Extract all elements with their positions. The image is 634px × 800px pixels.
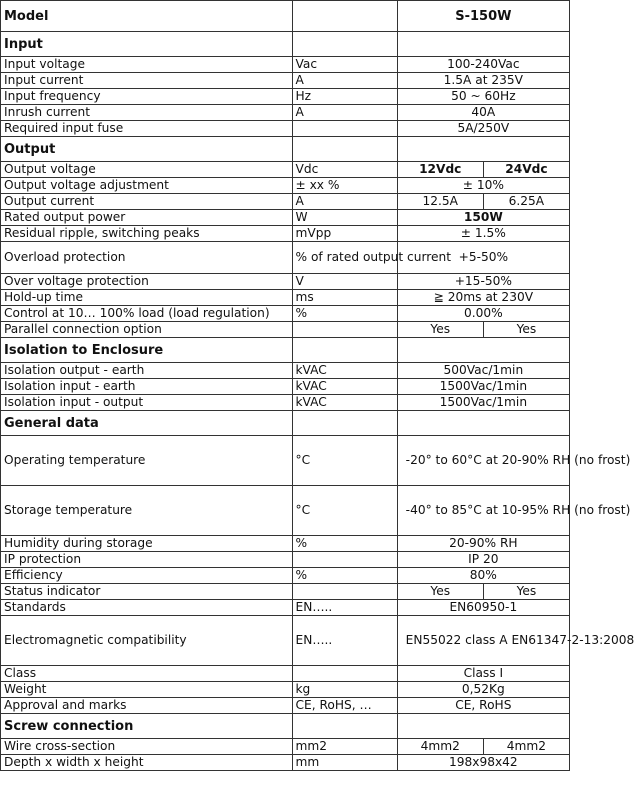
spec-parameter: Class	[1, 666, 293, 682]
spec-parameter: Parallel connection option	[1, 322, 293, 338]
spec-parameter: Status indicator	[1, 584, 293, 600]
spec-value: 20-90% RH	[397, 536, 569, 552]
spec-value: 100-240Vac	[397, 57, 569, 73]
spec-unit: A	[292, 105, 397, 121]
spec-unit: ms	[292, 290, 397, 306]
section-value-cell	[397, 32, 569, 57]
section-unit-cell	[292, 411, 397, 436]
spec-row	[1, 395, 570, 411]
spec-row	[1, 194, 570, 210]
spec-value-24v: 24Vdc	[483, 162, 569, 178]
spec-row	[1, 322, 570, 338]
spec-value: 5A/250V	[397, 121, 569, 137]
spec-row	[1, 755, 570, 771]
spec-unit: %	[292, 568, 397, 584]
section-header-row	[1, 32, 570, 57]
spec-parameter: Rated output power	[1, 210, 293, 226]
spec-value: 150W	[397, 210, 569, 226]
spec-row	[1, 242, 570, 274]
spec-value: +15-50%	[397, 274, 569, 290]
spec-unit	[292, 322, 397, 338]
spec-unit: kVAC	[292, 395, 397, 411]
spec-row	[1, 436, 570, 486]
spec-value-12v: Yes	[397, 584, 483, 600]
spec-row	[1, 486, 570, 536]
spec-value: -40° to 85°C at 10-95% RH (no frost)	[397, 486, 569, 536]
spec-row	[1, 600, 570, 616]
spec-row	[1, 536, 570, 552]
spec-row	[1, 162, 570, 178]
spec-value-12v: 12.5A	[397, 194, 483, 210]
spec-unit: °C	[292, 486, 397, 536]
spec-unit	[292, 121, 397, 137]
spec-unit: Vdc	[292, 162, 397, 178]
spec-unit: mm	[292, 755, 397, 771]
spec-unit: °C	[292, 436, 397, 486]
spec-row	[1, 178, 570, 194]
spec-row	[1, 616, 570, 666]
spec-value-24v: 4mm2	[483, 739, 569, 755]
spec-row	[1, 739, 570, 755]
spec-parameter: Overload protection	[1, 242, 293, 274]
spec-value-24v: 6.25A	[483, 194, 569, 210]
spec-unit: Hz	[292, 89, 397, 105]
spec-table-body	[1, 1, 634, 771]
spec-parameter: Residual ripple, switching peaks	[1, 226, 293, 242]
spec-unit: A	[292, 194, 397, 210]
section-title: Output	[1, 137, 293, 162]
spec-parameter: Output current	[1, 194, 293, 210]
spec-value: IP 20	[397, 552, 569, 568]
spec-parameter: Output voltage adjustment	[1, 178, 293, 194]
section-unit-cell	[292, 338, 397, 363]
spec-row	[1, 105, 570, 121]
spec-value-12v: Yes	[397, 322, 483, 338]
spec-parameter: Input current	[1, 73, 293, 89]
section-value-cell	[397, 338, 569, 363]
section-title: General data	[1, 411, 293, 436]
spec-unit: %	[292, 306, 397, 322]
spec-row	[1, 274, 570, 290]
section-unit-cell	[292, 137, 397, 162]
spec-parameter: Over voltage protection	[1, 274, 293, 290]
spec-parameter: Isolation input - earth	[1, 379, 293, 395]
spec-row	[1, 290, 570, 306]
spec-unit	[292, 552, 397, 568]
spec-row	[1, 210, 570, 226]
spec-unit: W	[292, 210, 397, 226]
spec-unit: % of rated output current	[292, 242, 397, 274]
spec-parameter: Depth x width x height	[1, 755, 293, 771]
spec-parameter: Isolation output - earth	[1, 363, 293, 379]
section-title: Screw connection	[1, 714, 293, 739]
spec-value-12v: 12Vdc	[397, 162, 483, 178]
spec-parameter: Inrush current	[1, 105, 293, 121]
spec-row	[1, 57, 570, 73]
spec-value: 50 ~ 60Hz	[397, 89, 569, 105]
spec-row	[1, 552, 570, 568]
spec-parameter: Approval and marks	[1, 698, 293, 714]
spec-value-12v: 4mm2	[397, 739, 483, 755]
spec-value: EN60950-1	[397, 600, 569, 616]
spec-value: CE, RoHS	[397, 698, 569, 714]
spec-value: 1500Vac/1min	[397, 379, 569, 395]
spec-value: 40A	[397, 105, 569, 121]
spec-unit: A	[292, 73, 397, 89]
model-unit-cell	[292, 1, 397, 32]
spec-unit: Vac	[292, 57, 397, 73]
spec-row	[1, 306, 570, 322]
spec-value: Class I	[397, 666, 569, 682]
spec-unit: kVAC	[292, 363, 397, 379]
section-header-row	[1, 338, 570, 363]
spec-parameter: Standards	[1, 600, 293, 616]
spec-parameter: Hold-up time	[1, 290, 293, 306]
spec-unit: kg	[292, 682, 397, 698]
spec-row	[1, 698, 570, 714]
spec-value: ± 10%	[397, 178, 569, 194]
spec-parameter: Isolation input - output	[1, 395, 293, 411]
section-header-row	[1, 411, 570, 436]
spec-value: 500Vac/1min	[397, 363, 569, 379]
spec-value: 1.5A at 235V	[397, 73, 569, 89]
spec-parameter: IP protection	[1, 552, 293, 568]
spec-unit: EN…..	[292, 616, 397, 666]
spec-parameter: Input frequency	[1, 89, 293, 105]
spec-parameter: Output voltage	[1, 162, 293, 178]
section-unit-cell	[292, 714, 397, 739]
spec-value: EN55022 class A EN61347-2-13:2008	[397, 616, 569, 666]
spec-row	[1, 584, 570, 600]
spec-row	[1, 121, 570, 137]
spec-row	[1, 363, 570, 379]
spec-value: ± 1.5%	[397, 226, 569, 242]
spec-row	[1, 89, 570, 105]
spec-unit: mm2	[292, 739, 397, 755]
section-value-cell	[397, 411, 569, 436]
spec-parameter: Input voltage	[1, 57, 293, 73]
spec-row	[1, 568, 570, 584]
section-header-row	[1, 714, 570, 739]
spec-parameter: Efficiency	[1, 568, 293, 584]
spec-unit: kVAC	[292, 379, 397, 395]
model-name: S-150W	[397, 1, 569, 32]
spec-value-24v: Yes	[483, 322, 569, 338]
spec-parameter: Required input fuse	[1, 121, 293, 137]
spec-value: 0,52Kg	[397, 682, 569, 698]
spec-value: ≧ 20ms at 230V	[397, 290, 569, 306]
spec-value: 80%	[397, 568, 569, 584]
spec-value: 1500Vac/1min	[397, 395, 569, 411]
section-title: Isolation to Enclosure	[1, 338, 293, 363]
model-row	[1, 1, 570, 32]
section-value-cell	[397, 714, 569, 739]
spec-parameter: Wire cross-section	[1, 739, 293, 755]
spec-parameter: Control at 10… 100% load (load regulation)	[1, 306, 293, 322]
spec-unit: EN…..	[292, 600, 397, 616]
spec-parameter: Operating temperature	[1, 436, 293, 486]
spec-unit: %	[292, 536, 397, 552]
spec-row	[1, 73, 570, 89]
spec-value: -20° to 60°C at 20-90% RH (no frost)	[397, 436, 569, 486]
spec-parameter: Electromagnetic compatibility	[1, 616, 293, 666]
spec-value: +5-50%	[397, 242, 569, 274]
section-unit-cell	[292, 32, 397, 57]
model-label: Model	[1, 1, 293, 32]
spec-parameter: Storage temperature	[1, 486, 293, 536]
spec-value-24v: Yes	[483, 584, 569, 600]
spec-value: 0.00%	[397, 306, 569, 322]
spec-parameter: Weight	[1, 682, 293, 698]
spec-unit: V	[292, 274, 397, 290]
spec-unit: CE, RoHS, …	[292, 698, 397, 714]
spec-unit	[292, 666, 397, 682]
spec-row	[1, 226, 570, 242]
section-value-cell	[397, 137, 569, 162]
spec-unit: ± xx %	[292, 178, 397, 194]
spec-unit: mVpp	[292, 226, 397, 242]
spec-value: 198x98x42	[397, 755, 569, 771]
spec-row	[1, 682, 570, 698]
section-title: Input	[1, 32, 293, 57]
spec-row	[1, 666, 570, 682]
spec-row	[1, 379, 570, 395]
section-header-row	[1, 137, 570, 162]
spec-unit	[292, 584, 397, 600]
spec-parameter: Humidity during storage	[1, 536, 293, 552]
